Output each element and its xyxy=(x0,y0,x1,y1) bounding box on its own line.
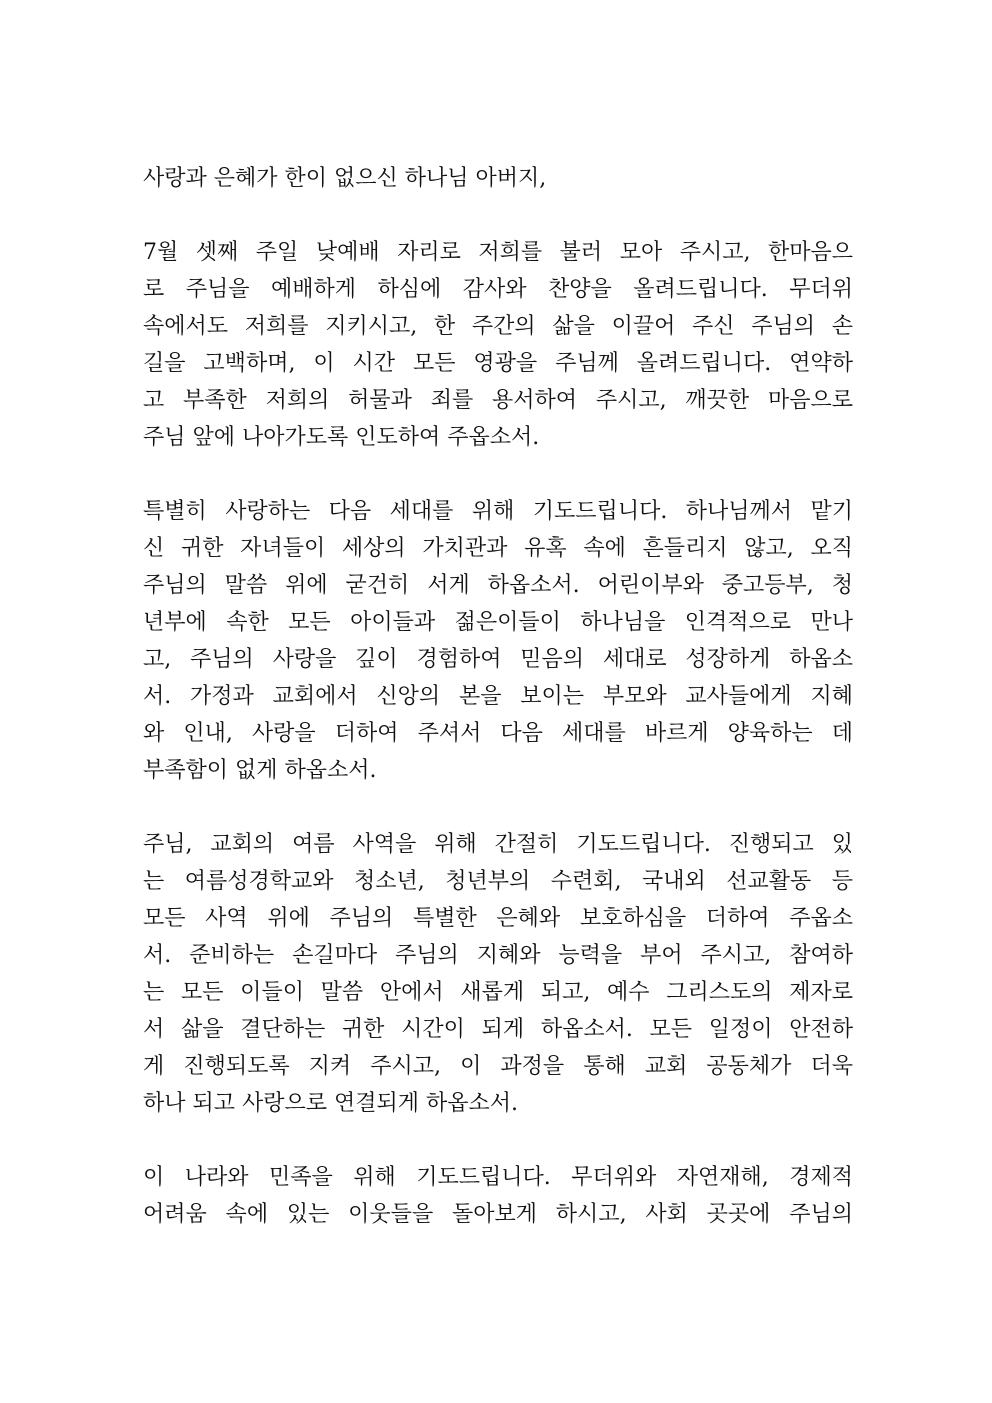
paragraph-line: 서. 가정과 교회에서 신앙의 본을 보이는 부모와 교사들에게 지혜 xyxy=(143,684,853,709)
paragraph-line: 와 인내, 사랑을 더하여 주셔서 다음 세대를 바르게 양육하는 데 xyxy=(143,721,853,746)
paragraph-line: 주님, 교회의 여름 사역을 위해 간절히 기도드립니다. 진행되고 있 xyxy=(143,832,853,857)
paragraph-line: 는 여름성경학교와 청소년, 청년부의 수련회, 국내외 선교활동 등 xyxy=(143,869,853,894)
paragraph-line: 로 주님을 예배하게 하심에 감사와 찬양을 올려드립니다. 무더위 xyxy=(143,277,853,302)
paragraph-line: 게 진행되도록 지켜 주시고, 이 과정을 통해 교회 공동체가 더욱 xyxy=(143,1054,853,1079)
paragraph-gap xyxy=(143,1122,853,1159)
paragraph-line: 고 부족한 저희의 허물과 죄를 용서하여 주시고, 깨끗한 마음으로 xyxy=(143,388,853,413)
paragraph-1 xyxy=(143,234,853,456)
paragraph-2 xyxy=(143,493,853,789)
paragraph-gap xyxy=(143,197,853,234)
paragraph-line: 주님 앞에 나아가도록 인도하여 주옵소서. xyxy=(143,425,540,450)
paragraph-line: 이 나라와 민족을 위해 기도드립니다. 무더위와 자연재해, 경제적 xyxy=(143,1165,853,1190)
paragraph-line: 특별히 사랑하는 다음 세대를 위해 기도드립니다. 하나님께서 맡기 xyxy=(143,499,853,524)
paragraph-line: 는 모든 이들이 말씀 안에서 새롭게 되고, 예수 그리스도의 제자로 xyxy=(143,980,853,1005)
paragraph-line: 주님의 말씀 위에 굳건히 서게 하옵소서. 어린이부와 중고등부, 청 xyxy=(143,573,853,598)
greeting-line: 사랑과 은혜가 한이 없으신 하나님 아버지, xyxy=(143,166,547,191)
paragraph-line: 고, 주님의 사랑을 깊이 경험하여 믿음의 세대로 성장하게 하옵소 xyxy=(143,647,853,672)
paragraph-3 xyxy=(143,826,853,1122)
paragraph-4 xyxy=(143,1159,853,1233)
paragraph-line: 년부에 속한 모든 아이들과 젊은이들이 하나님을 인격적으로 만나 xyxy=(143,610,853,635)
paragraph-line: 7월 셋째 주일 낮예배 자리로 저희를 불러 모아 주시고, 한마음으 xyxy=(143,240,853,265)
paragraph-line: 서 삶을 결단하는 귀한 시간이 되게 하옵소서. 모든 일정이 안전하 xyxy=(143,1017,853,1042)
paragraph-gap xyxy=(143,456,853,493)
paragraph-line: 부족함이 없게 하옵소서. xyxy=(143,758,377,783)
paragraph-line: 어려움 속에 있는 이웃들을 돌아보게 하시고, 사회 곳곳에 주님의 xyxy=(143,1202,853,1227)
prayer-text xyxy=(143,160,853,1233)
paragraph-line: 속에서도 저희를 지키시고, 한 주간의 삶을 이끌어 주신 주님의 손 xyxy=(143,314,853,339)
paragraph-line: 신 귀한 자녀들이 세상의 가치관과 유혹 속에 흔들리지 않고, 오직 xyxy=(143,536,853,561)
paragraph-line: 길을 고백하며, 이 시간 모든 영광을 주님께 올려드립니다. 연약하 xyxy=(143,351,853,376)
paragraph-line: 하나 되고 사랑으로 연결되게 하옵소서. xyxy=(143,1091,518,1116)
paragraph-line: 서. 준비하는 손길마다 주님의 지혜와 능력을 부어 주시고, 참여하 xyxy=(143,943,853,968)
paragraph-gap xyxy=(143,789,853,826)
paragraph-line: 모든 사역 위에 주님의 특별한 은혜와 보호하심을 더하여 주옵소 xyxy=(143,906,853,931)
